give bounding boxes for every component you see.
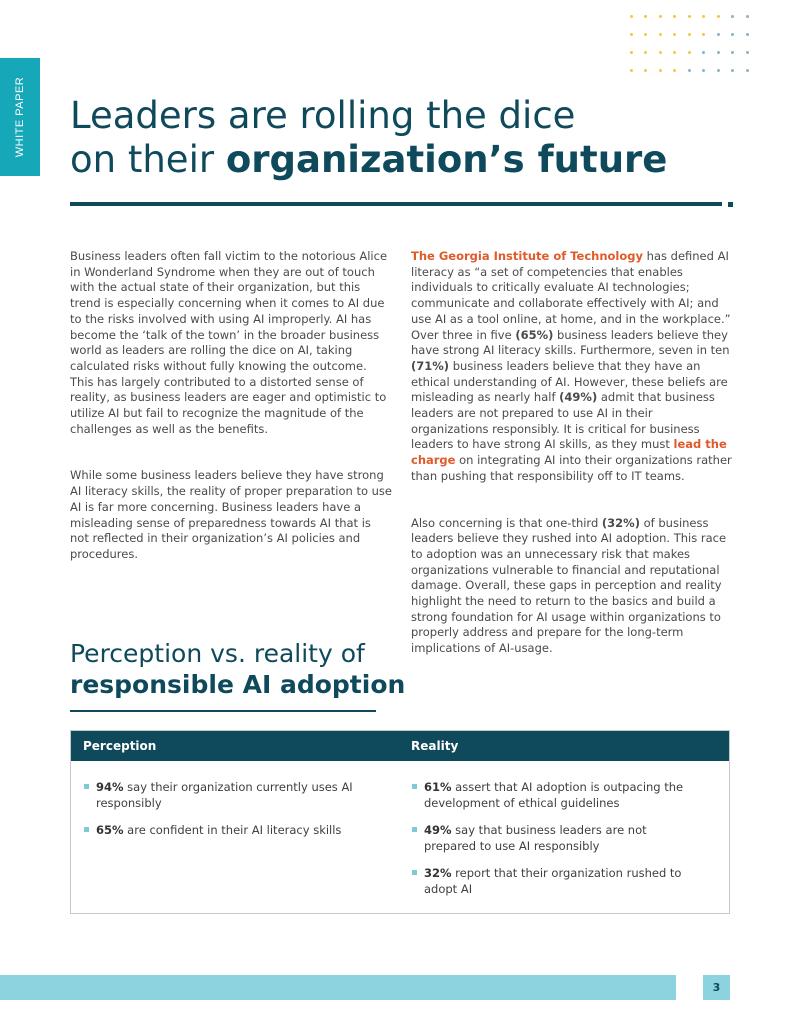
stat-text: say that business leaders are not prepared to use AI responsibly (424, 823, 647, 853)
decorative-dot (731, 33, 734, 36)
list-item (84, 779, 366, 811)
side-tab (0, 58, 40, 176)
page-title (70, 94, 667, 182)
right-p1-text-1: has defined AI literacy as “a set of competencies that enables individuals to critically evaluate AI technologies; communicate and collaborate effectively with AI; and use AI as a tool online, at home, and in the workplace.” Over three in five (411, 249, 731, 342)
stat-value: 65% (96, 823, 124, 837)
stat-value: 94% (96, 780, 124, 794)
title-line-1: Leaders are rolling the dice (70, 94, 576, 137)
decorative-dot-grid (630, 15, 760, 73)
right-p1-text-2: business leaders believe they have strong AI literacy skills. Furthermore, seven in ten (411, 327, 730, 358)
georgia-tech-link[interactable]: The Georgia Institute of Technology (411, 249, 644, 263)
decorative-dot (673, 33, 676, 36)
decorative-dot (717, 69, 720, 72)
right-p1-stat-3: (49%) (559, 390, 598, 405)
decorative-dot (659, 15, 662, 18)
page-number: 3 (703, 975, 730, 1000)
section-heading (70, 638, 405, 700)
decorative-dot (659, 51, 662, 54)
left-paragraph-2: While some business leaders believe they have strong AI literacy skills, the reality of proper preparation to use AI is far more concerning. Business leaders have a misleading sense of preparedness towards AI that is not reflected in their organization’s AI policies and procedures. (70, 468, 392, 561)
reality-column (400, 761, 729, 908)
stat-text: say their organization currently uses AI responsibly (96, 780, 353, 810)
decorative-dot (746, 33, 749, 36)
decorative-dot (659, 69, 662, 72)
decorative-dot (644, 69, 647, 72)
decorative-dot (746, 51, 749, 54)
decorative-dot (630, 33, 633, 36)
decorative-dot (731, 15, 734, 18)
right-p1-stat-2: (71%) (411, 358, 450, 373)
right-p1-text-5: on integrating AI into their organizations rather than pushing that responsibility off to IT teams. (411, 453, 732, 483)
decorative-dot (644, 15, 647, 18)
stat-value: 61% (424, 780, 452, 794)
decorative-dot (644, 51, 647, 54)
decorative-dot (688, 51, 691, 54)
right-paragraph-2 (411, 516, 733, 657)
bullet-square-icon (84, 827, 89, 832)
bullet-square-icon (412, 827, 417, 832)
side-tab-label: WHITE PAPER (14, 76, 26, 158)
perception-reality-table (70, 730, 730, 914)
decorative-dot (702, 69, 705, 72)
stat-text: assert that AI adoption is outpacing the development of ethical guidelines (424, 780, 684, 810)
section-heading-line-1: Perception vs. reality of (70, 639, 365, 668)
list-item (84, 822, 366, 838)
stat-text: report that their organization rushed to adopt AI (424, 866, 682, 896)
list-item (412, 822, 694, 854)
decorative-dot (702, 15, 705, 18)
decorative-dot (731, 51, 734, 54)
decorative-dot (746, 15, 749, 18)
right-p2-text-2: of business leaders believe they rushed into AI adoption. This race to adoption was an unnecessary risk that makes organizations vulnerable to financial and reputational damage. Overall, these gaps in perception and reality highlight the need to return to the basics and build a strong foundation for AI usage within organizations to properly address and prepare for the long-term implications of AI-usage. (411, 515, 727, 656)
bullet-square-icon (84, 784, 89, 789)
lead-the-charge-highlight: lead the charge (411, 437, 727, 468)
right-p1-text-3: business leaders believe that they have an ethical understanding of AI. However, these beliefs are misleading as nearly half (411, 358, 728, 405)
title-line-2-bold: organization’s future (225, 138, 668, 181)
right-p1-text-4: admit that business leaders are not prepared to use AI in their organizations responsibly. It is critical for business leaders to have strong AI skills, as they must (411, 390, 715, 452)
decorative-dot (673, 51, 676, 54)
decorative-dot (702, 33, 705, 36)
decorative-dot (746, 69, 749, 72)
footer-bar (0, 975, 676, 1000)
title-divider (70, 202, 722, 206)
left-paragraph-1: Business leaders often fall victim to the notorious Alice in Wonderland Syndrome when they are out of touch with the actual state of their organization, but this trend is especially concerning when it comes to AI due to the risks involved with using AI improperly. AI has become the ‘talk of the town’ in the broader business world as leaders are rolling the dice on AI, taking calculated risks without fully knowing the outcome. This has largely contributed to a distorted sense of reality, as business leaders are eager and optimistic to utilize AI but fail to recognize the magnitude of the challenges as well as the benefits. (70, 249, 388, 436)
decorative-dot (717, 51, 720, 54)
decorative-dot (630, 69, 633, 72)
list-item (412, 865, 694, 897)
decorative-dot (630, 15, 633, 18)
right-paragraph-1 (411, 249, 733, 485)
perception-header: Perception (83, 739, 157, 753)
title-line-2-prefix: on their (70, 138, 226, 181)
right-p1-stat-1: (65%) (515, 327, 554, 342)
decorative-dot (673, 69, 676, 72)
decorative-dot (644, 33, 647, 36)
stat-text: are confident in their AI literacy skills (123, 823, 342, 837)
decorative-dot (717, 33, 720, 36)
decorative-dot (731, 69, 734, 72)
decorative-dot (702, 51, 705, 54)
perception-column (71, 761, 400, 908)
right-column (411, 249, 733, 657)
section-heading-divider (70, 710, 376, 712)
decorative-dot (717, 15, 720, 18)
bullet-square-icon (412, 784, 417, 789)
title-divider-dot (728, 202, 733, 207)
stat-value: 49% (424, 823, 452, 837)
table-body (71, 761, 729, 908)
stat-value: 32% (424, 866, 452, 880)
list-item (412, 779, 694, 811)
right-p2-text-1: Also concerning is that one-third (411, 515, 602, 530)
decorative-dot (688, 69, 691, 72)
decorative-dot (688, 15, 691, 18)
decorative-dot (659, 33, 662, 36)
bullet-square-icon (412, 870, 417, 875)
table-header-row (71, 731, 729, 761)
section-heading-line-2: responsible AI adoption (70, 670, 406, 699)
right-p2-stat-1: (32%) (601, 515, 640, 530)
decorative-dot (673, 15, 676, 18)
decorative-dot (688, 33, 691, 36)
left-column (70, 249, 392, 563)
decorative-dot (630, 51, 633, 54)
reality-header: Reality (411, 739, 459, 753)
